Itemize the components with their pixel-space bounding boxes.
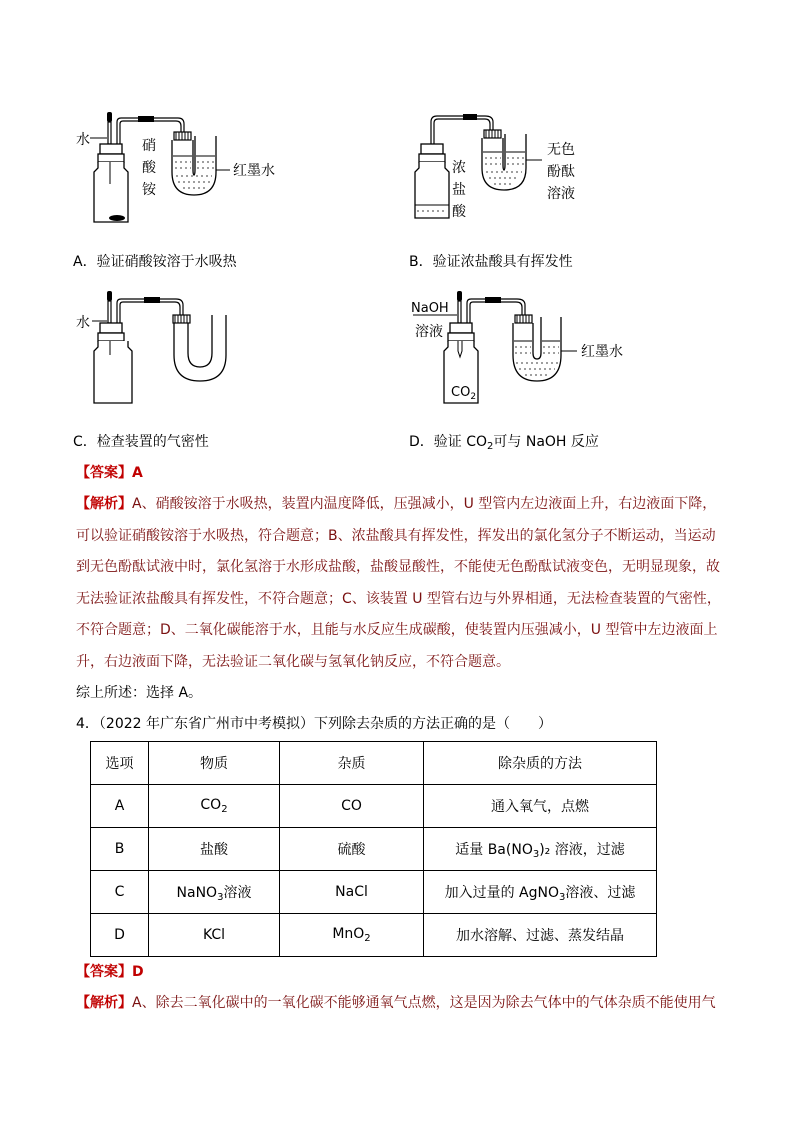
label-acid-b-3: 酸 — [452, 204, 466, 220]
table-row — [91, 871, 657, 914]
impurity-cell: 硫酸 — [280, 828, 424, 871]
label-liquid-b-1: 无色 — [547, 142, 575, 158]
q3-analysis-line-2: 可以验证硝酸铵溶于水吸热，符合题意；B、浓盐酸具有挥发性，挥发出的氯化氢分子不断运动，当运动 — [76, 527, 716, 544]
q3-analysis-line-1: A、硝酸铵溶于水吸热，装置内温度降低，压强减小，U 型管内左边液面上升，右边液面下降， — [132, 496, 717, 512]
label-liquid-d: 红墨水 — [581, 344, 623, 360]
label-liquid-a: 红墨水 — [233, 163, 275, 179]
q4-stem: 4．（2022 年广东省广州市中考模拟）下列除去杂质的方法正确的是（ ） — [76, 716, 552, 732]
method-cell: 适量 $Ba(NO_3)_2$ 溶液，过滤 — [424, 828, 657, 871]
table-header-row — [91, 742, 657, 785]
label-acid-b-1: 浓 — [452, 160, 466, 176]
q3-summary: 综上所述：选择 A。 — [76, 685, 203, 701]
caption-a: A．验证硝酸铵溶于水吸热 — [73, 254, 237, 270]
substance-cell: 盐酸 — [149, 828, 280, 871]
table-row — [91, 914, 657, 957]
method-cell: 加水溶解、过滤、蒸发结晶 — [424, 914, 657, 957]
method-cell: 通入氧气，点燃 — [424, 785, 657, 828]
q4-analysis: 【解析】A、除去二氧化碳中的一氧化碳不能够通氧气点燃，这是因为除去气体中的气体杂质不能使用气 — [76, 995, 716, 1011]
label-water-c: 水 — [76, 315, 90, 331]
table-row — [91, 828, 657, 871]
q3-analysis: 【解析】A、硝酸铵溶于水吸热，装置内温度降低，压强减小，U 型管内左边液面上升，右边液面下降， 可以验证硝酸铵溶于水吸热，符合题意；B、浓盐酸具有挥发性，挥发出的氯化氢分子不断运动，当运动 到无色酚酞试液中时，氯化氢溶于水形成盐酸，盐酸显酸性，不能使无色酚酞试液变色，无明显现象，故 无法验证浓盐酸具有挥发性，不符合题意；C、该装置 U 型管右边与外界相通，无法检查装置的气密性， 不符合题意；D、二氧化碳能溶于水，且能与水反应生成碳酸，使装置内压强减小，U 型管中左边液面上 升，右边液面下降，无法验证二氧化碳与氢氧化钠反应，不符合题意。 — [76, 489, 726, 678]
label-acid-b-2: 盐 — [452, 182, 466, 198]
label-solution-d: 溶液 — [415, 324, 443, 340]
option-cell: D — [91, 914, 149, 957]
header-option: 选项 — [91, 742, 149, 785]
q4-table — [90, 741, 657, 957]
label-salt-a-1: 硝 — [142, 138, 156, 154]
caption-d: D．验证 $CO_2$可与 NaOH 反应 — [409, 434, 599, 452]
impurity-cell: NaCl — [280, 871, 424, 914]
label-naoh-d: NaOH — [411, 301, 449, 316]
diagram-c — [70, 285, 250, 415]
label-salt-a-3: 铵 — [142, 182, 156, 198]
impurity-cell: CO — [280, 785, 424, 828]
diagram-d — [405, 285, 635, 410]
q3-answer: 【答案】A — [76, 465, 143, 481]
q3-analysis-line-5: 不符合题意；D、二氧化碳能溶于水，且能与水反应生成碳酸，使装置内压强减小，U 型管中左边液面上 — [76, 622, 718, 638]
substance-cell: NaNO$_3$溶液 — [149, 871, 280, 914]
q3-analysis-line-6: 升，右边液面下降，无法验证二氧化碳与氢氧化钠反应，不符合题意。 — [76, 653, 510, 670]
option-cell: C — [91, 871, 149, 914]
label-liquid-b-3: 溶液 — [547, 186, 575, 202]
header-impurity: 杂质 — [280, 742, 424, 785]
q3-analysis-line-4: 无法验证浓盐酸具有挥发性，不符合题意；C、该装置 U 型管右边与外界相通，无法检查装置的气密性， — [76, 590, 721, 607]
table-row — [91, 785, 657, 828]
header-method: 除杂质的方法 — [424, 742, 657, 785]
caption-b: B．验证浓盐酸具有挥发性 — [409, 254, 573, 270]
q3-analysis-line-3: 到无色酚酞试液中时，氯化氢溶于水形成盐酸，盐酸显酸性，不能使无色酚酞试液变色，无明显现象，故 — [76, 559, 720, 575]
option-cell: A — [91, 785, 149, 828]
impurity-cell: MnO$_2$ — [280, 914, 424, 957]
header-substance: 物质 — [149, 742, 280, 785]
substance-cell: KCl — [149, 914, 280, 957]
label-liquid-b-2: 酚酞 — [547, 164, 575, 180]
label-water-a: 水 — [76, 132, 90, 148]
option-cell: B — [91, 828, 149, 871]
method-cell: 加入过量的 AgNO$_3$溶液、过滤 — [424, 871, 657, 914]
q4-answer: 【答案】D — [76, 964, 144, 980]
label-co2-d: $CO_2$ — [451, 385, 477, 402]
diagram-b — [405, 100, 605, 235]
caption-c: C．检查装置的气密性 — [73, 434, 209, 450]
diagram-a — [70, 100, 300, 235]
label-salt-a-2: 酸 — [142, 160, 156, 176]
substance-cell: $CO_2$ — [149, 785, 280, 828]
